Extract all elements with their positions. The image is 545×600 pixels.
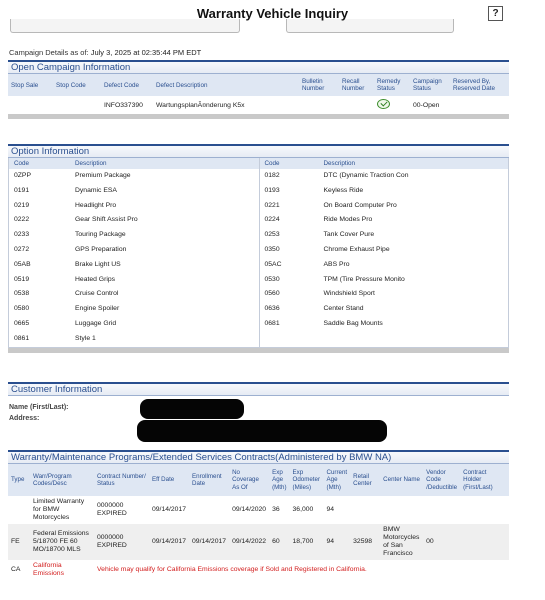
option-description: Dynamic ESA — [75, 186, 117, 194]
option-row — [9, 243, 259, 258]
exp-age-cell: 60 — [269, 524, 289, 560]
option-table — [8, 158, 509, 348]
center-name-cell: BMW Motorcycles of San Francisco — [380, 524, 423, 560]
col-bulletin-number: Bulletin Number — [299, 74, 339, 96]
customer-name-label: Name (First/Last): — [9, 404, 69, 411]
option-info-section — [8, 144, 509, 353]
option-code: 0538 — [14, 290, 30, 298]
col-holder: Contract Holder (First/Last) — [460, 464, 509, 496]
col-eff-date: Eff Date — [149, 464, 189, 496]
option-description: Tank Cover Pure — [323, 231, 375, 239]
option-row — [9, 184, 259, 199]
redacted-address — [137, 420, 387, 442]
exp-odometer-cell: 18,700 — [290, 524, 324, 560]
col-defect-description: Defect Description — [153, 74, 299, 96]
exp-age-cell: 36 — [272, 506, 280, 513]
open-campaign-heading: Open Campaign Information — [8, 60, 509, 74]
option-description: GPS Preparation — [75, 245, 127, 253]
col-center-name: Center Name — [380, 464, 423, 496]
option-row — [9, 199, 259, 214]
option-description: DTC (Dynamic Traction Con — [323, 172, 409, 179]
option-row — [260, 228, 509, 243]
campaign-details-as-of — [9, 48, 201, 57]
option-description: ABS Pro — [323, 260, 350, 268]
top-left-button[interactable] — [10, 19, 240, 33]
col-defect-code: Defect Code — [101, 74, 153, 96]
option-code: 0580 — [14, 305, 30, 313]
option-code: 0233 — [14, 231, 30, 239]
col-current-age: Current Age (Mth) — [324, 464, 351, 496]
option-info-heading: Option Information — [8, 144, 509, 158]
option-description: Cruise Control — [75, 290, 119, 298]
checkmark-circle-icon — [377, 99, 390, 109]
option-row — [260, 317, 509, 332]
option-code: 0636 — [264, 305, 280, 313]
col-no-coverage: No Coverage As Of — [229, 464, 269, 496]
open-campaign-header-row — [8, 74, 509, 96]
option-description: On Board Computer Pro — [323, 201, 397, 209]
contract-cell: 0000000 EXPIRED — [97, 502, 127, 517]
option-description: Saddle Bag Mounts — [323, 319, 383, 327]
eff-date-cell: 09/14/2017 — [152, 506, 187, 513]
option-code: 0193 — [264, 186, 280, 194]
page-title: Warranty Vehicle Inquiry — [196, 6, 349, 21]
top-right-button[interactable] — [286, 19, 454, 33]
table-row[interactable] — [8, 496, 509, 524]
option-column-right — [259, 158, 509, 347]
enrollment-date-cell — [189, 496, 229, 524]
option-row — [9, 332, 259, 347]
vendor-cell — [423, 496, 460, 524]
col-reserved: Reserved By, Reserved Date — [450, 74, 509, 96]
option-row — [9, 302, 259, 317]
warranty-table — [8, 464, 509, 580]
col-description: Description — [323, 160, 355, 167]
warranty-section — [8, 450, 509, 580]
stop-sale-cell — [8, 96, 53, 114]
option-row — [9, 287, 259, 302]
table-row[interactable] — [8, 96, 509, 114]
enrollment-date-cell: 09/14/2017 — [189, 524, 229, 560]
warranty-header-row — [8, 464, 509, 496]
option-row — [260, 302, 509, 317]
option-code: 0272 — [14, 245, 30, 253]
col-program: Warr/Program Codes/Desc — [30, 464, 94, 496]
customer-info-section — [8, 382, 509, 424]
warranty-heading: Warranty/Maintenance Programs/Extended Services Contracts(Administered by BMW NA) — [8, 450, 509, 464]
option-row — [9, 273, 259, 288]
defect-description-cell: WartungsplanÃ¤nderung K5x — [156, 101, 245, 109]
option-description: Brake Light US — [75, 260, 121, 268]
no-coverage-cell: 09/14/2020 — [232, 506, 267, 513]
col-contract: Contract Number/ Status — [94, 464, 149, 496]
col-exp-odometer: Exp Odometer (Miles) — [290, 464, 324, 496]
california-emissions-message: Vehicle may qualify for California Emissions coverage if Sold and Registered in California. — [97, 566, 367, 573]
holder-cell — [460, 524, 509, 560]
option-column-left — [9, 158, 259, 347]
option-code: 0560 — [264, 290, 280, 298]
option-code: 0519 — [14, 275, 30, 283]
col-enrollment-date: Enrollment Date — [189, 464, 229, 496]
help-button[interactable]: ? — [488, 6, 503, 21]
option-description: Touring Package — [75, 231, 126, 239]
option-description: Premium Package — [75, 172, 131, 179]
stop-code-cell — [53, 96, 101, 114]
option-row — [260, 213, 509, 228]
option-description: Ride Modes Pro — [323, 216, 373, 224]
option-row — [9, 228, 259, 243]
campaign-details-value: July 3, 2025 at 02:35:44 PM EDT — [90, 48, 202, 57]
option-code: 05AB — [14, 260, 31, 268]
option-description: Center Stand — [323, 305, 364, 313]
option-code: 0221 — [264, 201, 280, 209]
col-vendor: Vendor Code /Deductible — [423, 464, 460, 496]
option-row — [260, 169, 509, 184]
option-code: 0ZPP — [14, 172, 31, 179]
option-description: Style 1 — [75, 334, 96, 342]
no-coverage-cell: 09/14/2022 — [229, 524, 269, 560]
option-row — [260, 287, 509, 302]
option-row — [9, 317, 259, 332]
option-row — [9, 213, 259, 228]
col-campaign-status: Campaign Status — [410, 74, 450, 96]
option-row — [9, 258, 259, 273]
option-code: 0253 — [264, 231, 280, 239]
exp-odometer-cell: 36,000 — [292, 506, 314, 513]
remedy-status-cell — [374, 96, 410, 114]
col-stop-code: Stop Code — [53, 74, 101, 96]
type-cell: CA — [11, 566, 21, 573]
option-code: 0191 — [14, 186, 30, 194]
vendor-cell: 00 — [423, 524, 460, 560]
option-code: 0182 — [264, 172, 280, 179]
option-code: 0222 — [14, 216, 30, 224]
option-row — [9, 169, 259, 184]
holder-cell — [460, 496, 509, 524]
option-row — [260, 258, 509, 273]
program-cell: Federal Emissions 5/18700 FE 60 MO/18700 MLS — [30, 524, 94, 560]
campaign-details-label: Campaign Details as of: — [9, 48, 89, 57]
option-description: Engine Spoiler — [75, 305, 120, 313]
program-cell: California Emissions — [33, 562, 64, 577]
col-retail-center: Retail Center — [350, 464, 380, 496]
program-cell: Limited Warranty for BMW Motorcycles — [33, 498, 85, 521]
current-age-cell: 94 — [324, 524, 351, 560]
col-remedy-status: Remedy Status — [374, 74, 410, 96]
campaign-status-cell: 00-Open — [413, 101, 440, 109]
eff-date-cell: 09/14/2017 — [149, 524, 189, 560]
type-cell — [8, 496, 30, 524]
col-recall-number: Recall Number — [339, 74, 374, 96]
retail-center-cell — [350, 496, 380, 524]
option-row — [260, 199, 509, 214]
current-age-cell: 94 — [326, 506, 335, 513]
col-stop-sale: Stop Sale — [8, 74, 53, 96]
section-divider — [8, 114, 509, 119]
customer-address-label: Address: — [9, 415, 40, 422]
option-row — [260, 243, 509, 258]
redacted-name — [140, 399, 244, 419]
col-type: Type — [8, 464, 30, 496]
option-code: 0219 — [14, 201, 30, 209]
option-code: 0350 — [264, 245, 280, 253]
reserved-cell — [450, 96, 509, 114]
option-description: Windshield Sport — [323, 290, 375, 298]
col-code: Code — [14, 160, 30, 167]
type-cell: FE — [8, 524, 30, 560]
option-row — [260, 273, 509, 288]
option-description: Chrome Exhaust Pipe — [323, 245, 390, 253]
option-code: 0665 — [14, 319, 30, 327]
center-name-cell — [380, 496, 423, 524]
col-code: Code — [264, 160, 280, 167]
option-header-right — [260, 158, 509, 169]
option-header-left — [9, 158, 259, 169]
section-divider — [8, 348, 509, 353]
open-campaign-table — [8, 74, 509, 114]
bulletin-number-cell — [299, 96, 339, 114]
option-code: 0224 — [264, 216, 280, 224]
col-description: Description — [75, 160, 107, 167]
option-code: 0681 — [264, 319, 280, 327]
defect-code-cell: INFO337390 — [104, 101, 143, 109]
option-description: Gear Shift Assist Pro — [75, 216, 138, 224]
option-code: 0861 — [14, 334, 30, 342]
contract-cell: 0000000 EXPIRED — [94, 524, 149, 560]
customer-info-heading: Customer Information — [8, 382, 509, 396]
option-description: Headlight Pro — [75, 201, 117, 209]
table-row-california[interactable] — [8, 560, 509, 580]
option-description: Heated Grips — [75, 275, 116, 283]
option-code: 0530 — [264, 275, 280, 283]
option-description: TPM (Tire Pressure Monito — [323, 275, 405, 283]
option-description: Keyless Ride — [323, 186, 364, 194]
option-description: Luggage Grid — [75, 319, 117, 327]
table-row[interactable] — [8, 524, 509, 560]
recall-number-cell — [339, 96, 374, 114]
option-row — [260, 184, 509, 199]
retail-center-cell: 32598 — [350, 524, 380, 560]
col-exp-age: Exp Age (Mth) — [269, 464, 289, 496]
option-code: 05AC — [264, 260, 282, 268]
open-campaign-section — [8, 60, 509, 119]
